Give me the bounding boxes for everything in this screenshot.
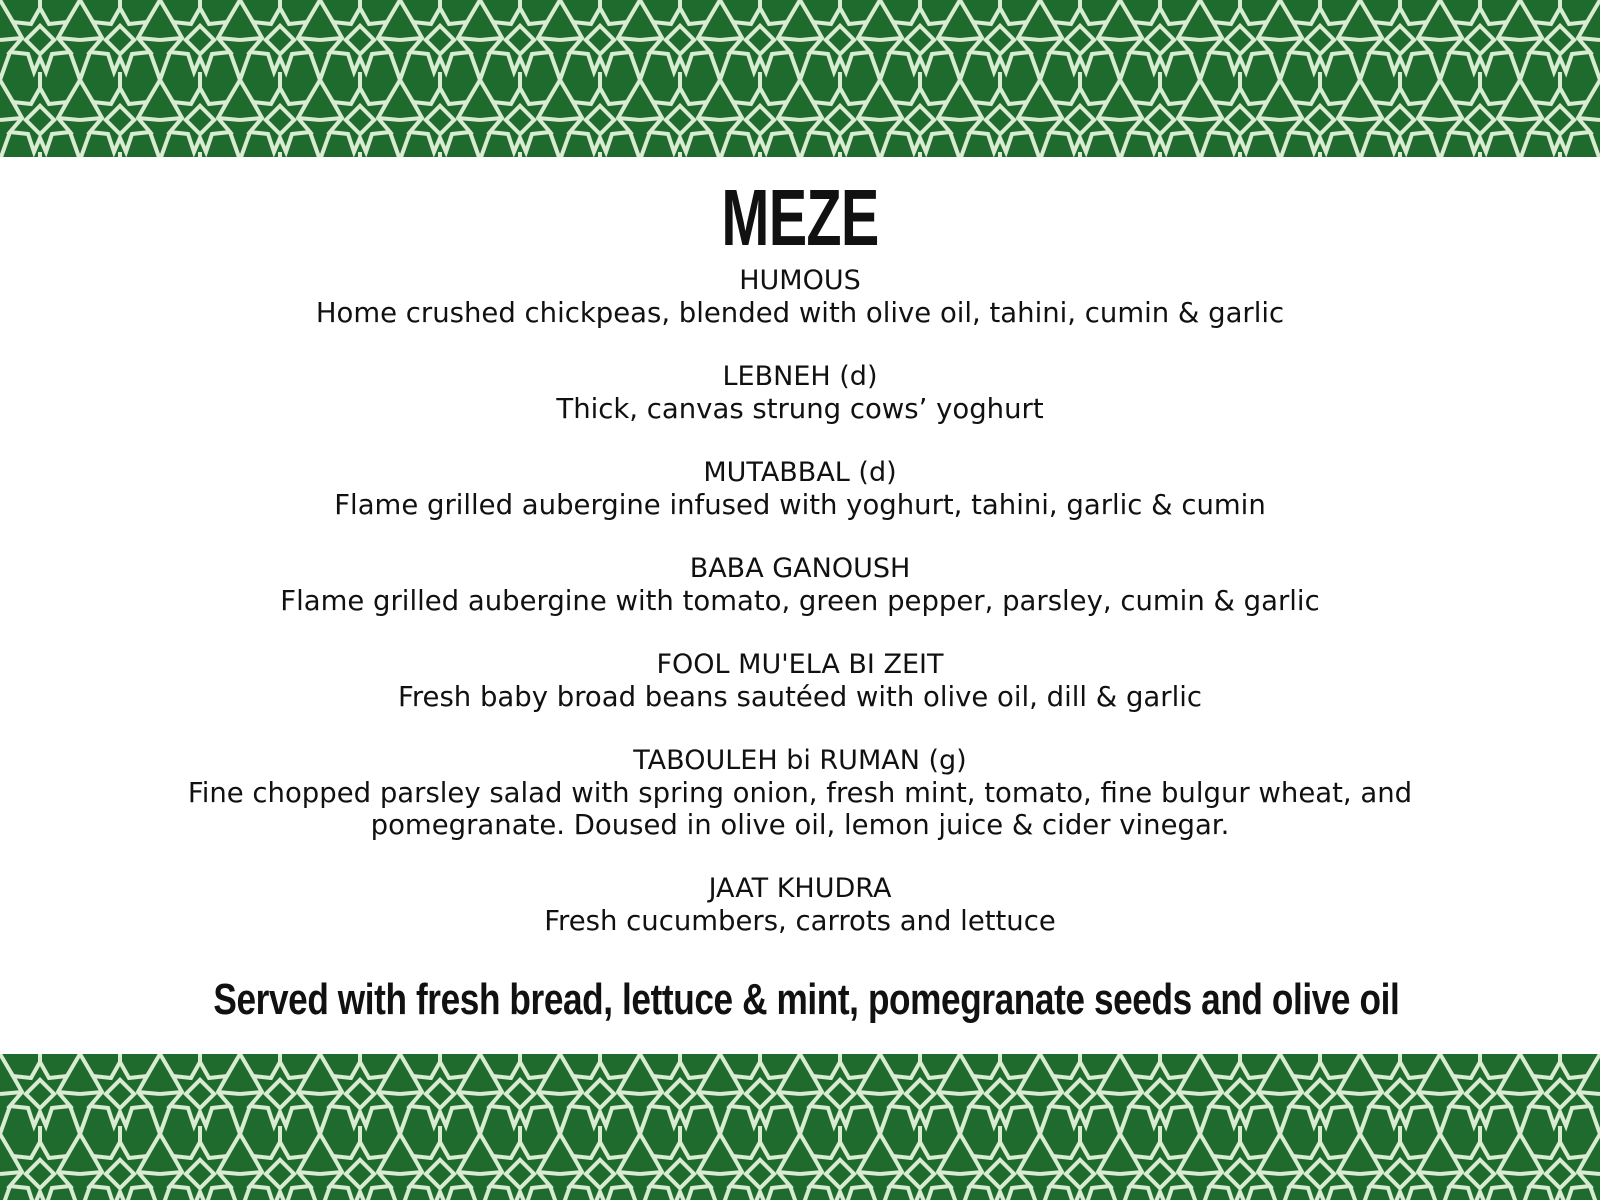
menu-title: MEZE (721, 173, 879, 262)
menu-item (150, 457, 1450, 521)
served-with-note: Served with fresh bread, lettuce & mint, pomegranate seeds and olive oil (213, 975, 1400, 1024)
item-name: BABA GANOUSH (689, 553, 911, 584)
item-name: TABOULEH bi RUMAN (g) (633, 745, 967, 776)
item-name: JAAT KHUDRA (708, 873, 892, 904)
decorative-pattern-band-bottom (0, 1054, 1600, 1200)
item-description: Fresh baby broad beans sautéed with olive oil, dill & garlic (398, 681, 1202, 713)
item-description: Flame grilled aubergine infused with yoghurt, tahini, garlic & cumin (334, 489, 1266, 521)
decorative-pattern-band-top (0, 0, 1600, 157)
item-name: FOOL MU'ELA BI ZEIT (656, 649, 944, 680)
menu-item (150, 265, 1450, 329)
geometric-pattern (0, 0, 1600, 157)
menu-item (150, 745, 1450, 841)
item-description: Home crushed chickpeas, blended with olive oil, tahini, cumin & garlic (315, 297, 1285, 329)
item-description: Thick, canvas strung cows’ yoghurt (556, 393, 1044, 425)
item-description: Fresh cucumbers, carrots and lettuce (544, 905, 1056, 937)
menu-items (150, 265, 1450, 969)
menu-item (150, 361, 1450, 425)
item-description: Flame grilled aubergine with tomato, green pepper, parsley, cumin & garlic (280, 585, 1320, 617)
item-name: HUMOUS (739, 265, 861, 296)
item-description: Fine chopped parsley salad with spring onion, fresh mint, tomato, fine bulgur wheat, and pomegranate. Doused in olive oil, lemon juice & cider vinegar. (187, 777, 1413, 841)
menu-item (150, 873, 1450, 937)
menu-section (0, 157, 1600, 1054)
geometric-pattern (0, 1054, 1600, 1200)
menu-item (150, 553, 1450, 617)
item-name: LEBNEH (d) (722, 361, 878, 392)
menu-item (150, 649, 1450, 713)
item-name: MUTABBAL (d) (703, 457, 897, 488)
